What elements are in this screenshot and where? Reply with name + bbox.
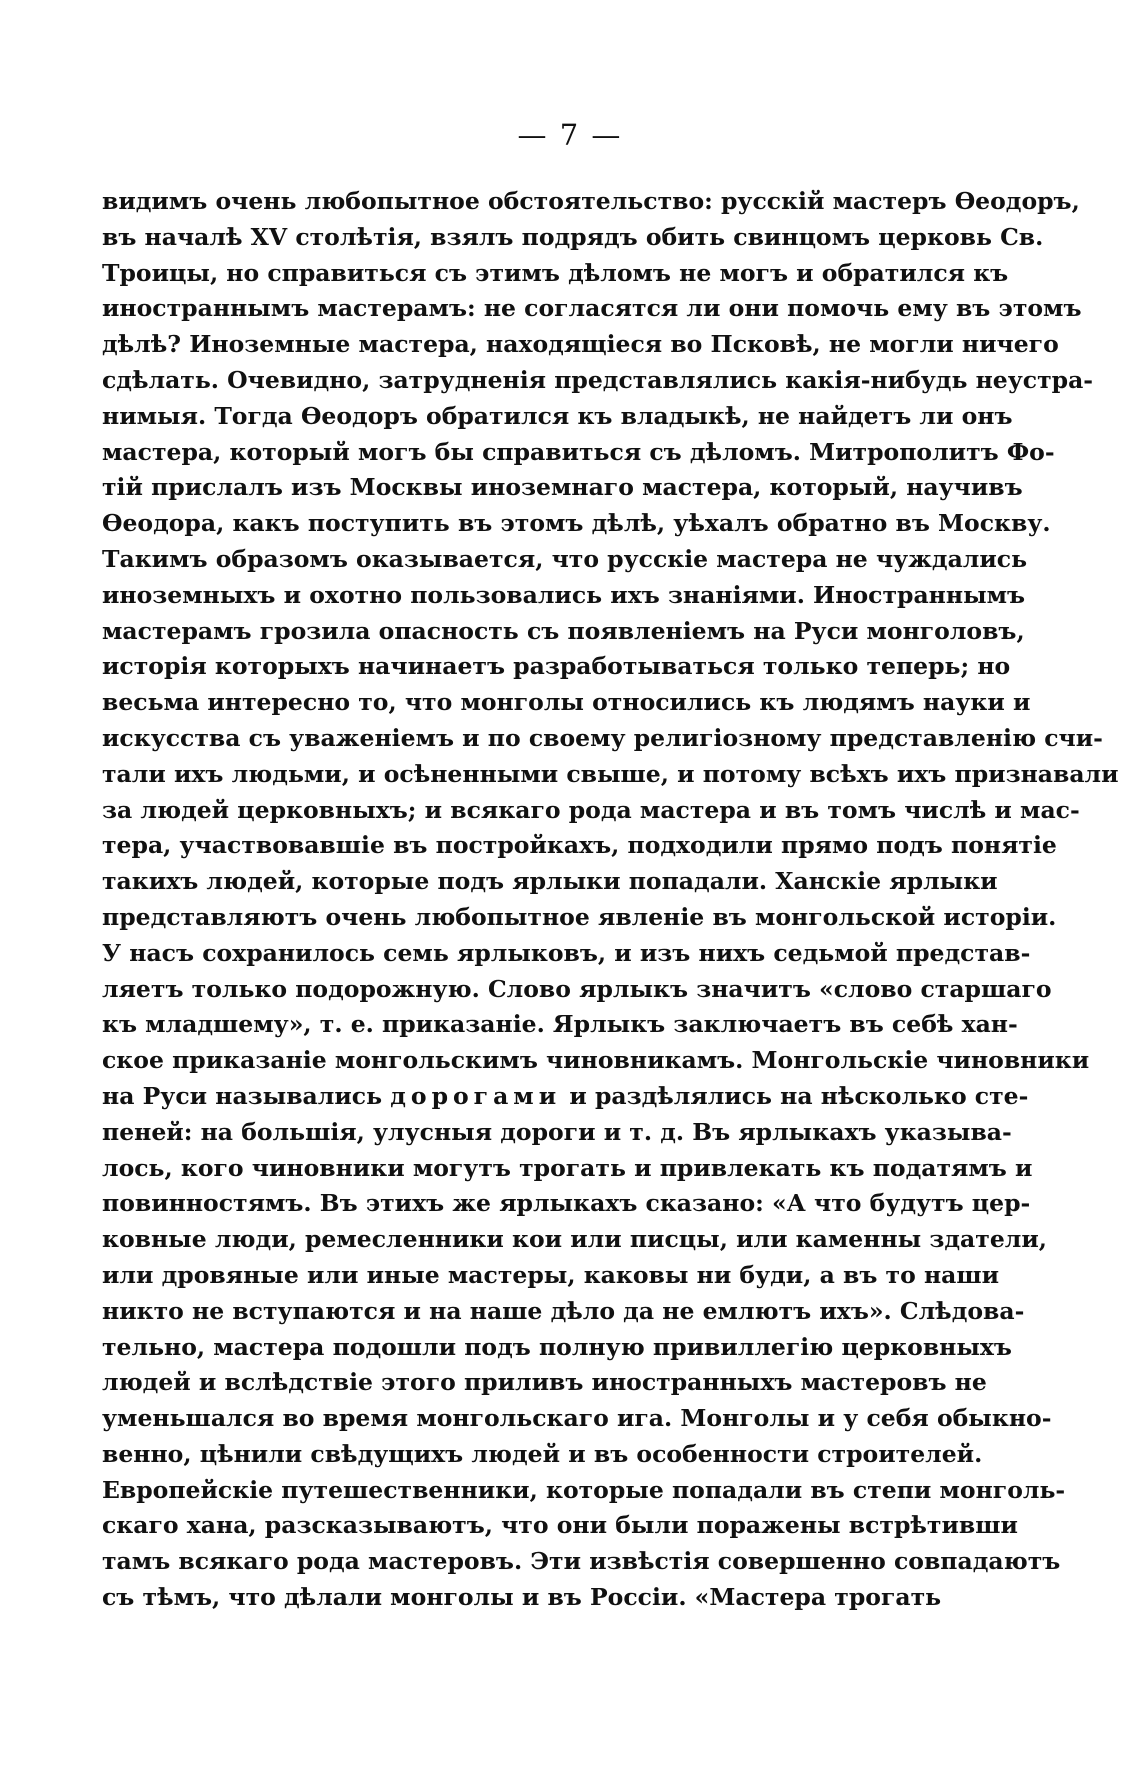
text-line: или дровяные или иные мастеры, каковы ни буди, а въ то наши bbox=[102, 1260, 1000, 1289]
text-line: пеней: на большія, улусныя дороги и т. д. Въ ярлыкахъ указыва- bbox=[102, 1117, 1012, 1146]
text-line: иноземныхъ и охотно пользовались ихъ знаніями. Иностраннымъ bbox=[102, 580, 1026, 609]
text-line: представляютъ очень любопытное явленіе въ монгольской исторіи. bbox=[102, 902, 1057, 931]
text-line: сдѣлать. Очевидно, затрудненія представлялись какія-нибудь неустра- bbox=[102, 365, 1094, 394]
text-line: Европейскіе путешественники, которые попадали въ степи монголь- bbox=[102, 1475, 1066, 1504]
text-line: видимъ очень любопытное обстоятельство: русскій мастеръ Ѳеодоръ, bbox=[102, 187, 1080, 215]
text-line: Троицы, но справиться съ этимъ дѣломъ не могъ и обратился къ bbox=[102, 258, 1009, 287]
text-line: скаго хана, разсказываютъ, что они были поражены встрѣтивши bbox=[102, 1511, 1018, 1540]
text-line: мастерамъ грозила опасность съ появленіемъ на Руси монголовъ, bbox=[102, 616, 1025, 645]
text-line: иностраннымъ мастерамъ: не согласятся ли они помочь ему въ этомъ bbox=[102, 294, 1082, 323]
text-line: дѣлѣ? Иноземные мастера, находящіеся во Псковѣ, не могли ничего bbox=[102, 330, 1059, 359]
text-line: лось, кого чиновники могутъ трогать и привлекать къ податямъ и bbox=[102, 1153, 1033, 1182]
text-line: У насъ сохранилось семь ярлыковъ, и изъ нихъ седьмой представ- bbox=[102, 938, 1031, 967]
spaced-word: дорогами bbox=[390, 1081, 562, 1110]
text-line: исторія которыхъ начинаетъ разработываться только теперь; но bbox=[102, 652, 1011, 681]
text-line: тельно, мастера подошли подъ полную привиллегію церковныхъ bbox=[102, 1332, 1012, 1361]
text-line-head: на Руси назывались bbox=[102, 1081, 383, 1110]
text-line: въ началѣ XV столѣтія, взялъ подрядъ обить свинцомъ церковь Св. bbox=[102, 222, 1044, 251]
text-line: Такимъ образомъ оказывается, что русскіе мастера не чуждались bbox=[102, 544, 1028, 573]
text-line-spaced bbox=[102, 1079, 1029, 1115]
text-line: ское приказаніе монгольскимъ чиновникамъ. Монгольскіе чиновники bbox=[102, 1046, 1090, 1075]
page-number: — 7 — bbox=[517, 118, 623, 152]
text-line: искусства съ уваженіемъ и по своему религіозному представленію счи- bbox=[102, 723, 1103, 752]
text-line: къ младшему», т. е. приказаніе. Ярлыкъ заключаетъ въ себѣ хан- bbox=[102, 1010, 1018, 1039]
text-line: ляетъ только подорожную. Слово ярлыкъ значитъ «слово старшаго bbox=[102, 974, 1052, 1003]
text-line: уменьшался во время монгольскаго ига. Монголы и у себя обыкно- bbox=[102, 1404, 1052, 1433]
text-line: съ тѣмъ, что дѣлали монголы и въ Россіи. «Мастера трогать bbox=[102, 1583, 942, 1612]
text-line: венно, цѣнили свѣдущихъ людей и въ особенности строителей. bbox=[102, 1439, 983, 1468]
text-line: тали ихъ людьми, и осѣненными свыше, и потому всѣхъ ихъ признавали bbox=[102, 759, 1119, 788]
text-line: весьма интересно то, что монголы относились къ людямъ науки и bbox=[102, 688, 1031, 717]
text-line: за людей церковныхъ; и всякаго рода мастера и въ томъ числѣ и мас- bbox=[102, 795, 1080, 824]
text-line: ковные люди, ремесленники кои или писцы, или каменны здатели, bbox=[102, 1225, 1047, 1254]
text-line: тамъ всякаго рода мастеровъ. Эти извѣстія совершенно совпадаютъ bbox=[102, 1547, 1061, 1576]
text-line: повинностямъ. Въ этихъ же ярлыкахъ сказано: «А что будутъ цер- bbox=[102, 1189, 1031, 1218]
text-line: тера, участвовавшіе въ постройкахъ, подходили прямо подъ понятіе bbox=[102, 831, 1057, 860]
text-line: людей и вслѣдствіе этого приливъ иностранныхъ мастеровъ не bbox=[102, 1368, 987, 1397]
body-text bbox=[102, 184, 1119, 1616]
text-line: такихъ людей, которые подъ ярлыки попадали. Ханскіе ярлыки bbox=[102, 867, 998, 896]
text-line: тій прислалъ изъ Москвы иноземнаго мастера, который, научивъ bbox=[102, 473, 1023, 502]
text-line: мастера, который могъ бы справиться съ дѣломъ. Митрополитъ Фо- bbox=[102, 437, 1055, 466]
text-line-tail: и раздѣлялись на нѣсколько сте- bbox=[569, 1081, 1029, 1110]
text-line: никто не вступаются и на наше дѣло да не емлютъ ихъ». Слѣдова- bbox=[102, 1296, 1025, 1325]
text-line: Ѳеодора, какъ поступить въ этомъ дѣлѣ, уѣхалъ обратно въ Москву. bbox=[102, 509, 1051, 538]
text-line: нимыя. Тогда Ѳеодоръ обратился къ владыкѣ, не найдетъ ли онъ bbox=[102, 401, 1013, 430]
